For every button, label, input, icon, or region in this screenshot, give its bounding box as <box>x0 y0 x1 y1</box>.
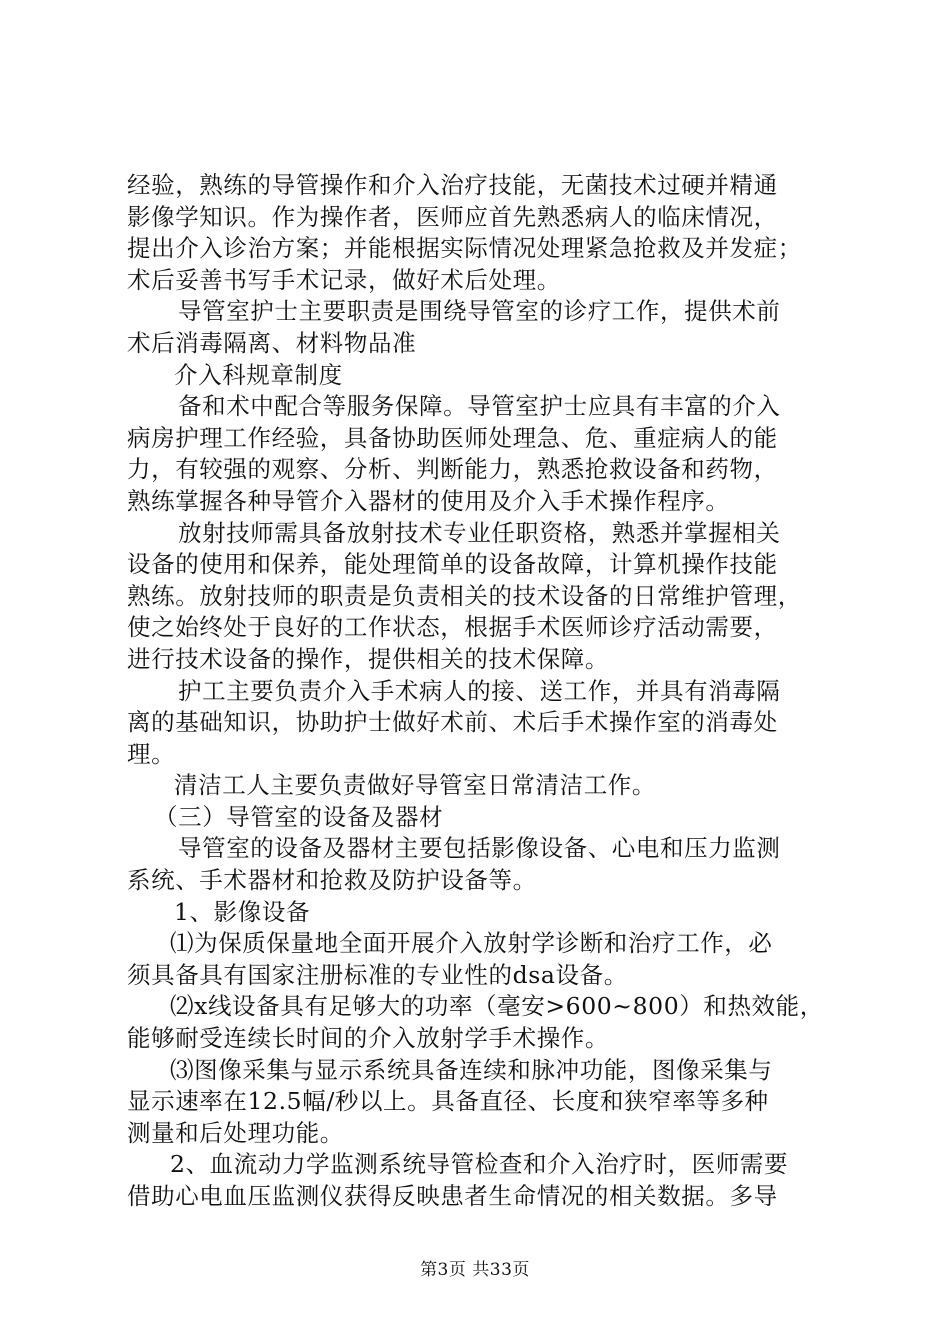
text-line: ⑶图像采集与显示系统具备连续和脉冲功能，图像采集与 <box>170 1055 773 1084</box>
text-line: 影像学知识。作为操作者，医师应首先熟悉病人的临床情况， <box>127 202 778 231</box>
text-line: 能够耐受连续长时间的介入放射学手术操作。 <box>127 1024 609 1053</box>
text-line: ⑵x线设备具有足够大的功率（毫安>600~800）和热效能， <box>170 992 824 1021</box>
text-line: 熟练掌握各种导管介入器材的使用及介入手术操作程序。 <box>127 486 730 515</box>
text-line: 清洁工人主要负责做好导管室日常清洁工作。 <box>174 771 656 800</box>
text-line: 经验，熟练的导管操作和介入治疗技能，无菌技术过硬并精通 <box>127 171 778 199</box>
text-line: 设备的使用和保养，能处理简单的设备故障，计算机操作技能 <box>127 550 778 579</box>
text-line: 系统、手术器材和抢救及防护设备等。 <box>127 866 537 895</box>
text-line: ⑴为保质保量地全面开展介入放射学诊断和治疗工作，必 <box>170 929 773 958</box>
text-line: 放射技师需具备放射技术专业任职资格，熟悉并掌握相关 <box>178 518 781 547</box>
text-line: 护工主要负责介入手术病人的接、送工作，并具有消毒隔 <box>178 676 781 705</box>
text-line: 病房护理工作经验，具备协助医师处理急、危、重症病人的能 <box>127 423 778 452</box>
text-line: （三）导管室的设备及器材 <box>154 802 444 831</box>
text-line: 术后妥善书写手术记录，做好术后处理。 <box>127 265 561 294</box>
text-line: 1、影像设备 <box>174 897 311 926</box>
text-line: 导管室的设备及器材主要包括影像设备、心电和压力监测 <box>178 834 781 863</box>
text-line: 提出介入诊治方案；并能根据实际情况处理紧急抢救及并发症； <box>127 234 802 263</box>
text-line: 2、血流动力学监测系统导管检查和介入治疗时，医师需要 <box>170 1150 789 1179</box>
text-line: 备和术中配合等服务保障。导管室护士应具有丰富的介入 <box>178 392 781 421</box>
document-body <box>127 170 837 1213</box>
text-line: 进行技术设备的操作，提供相关的技术保障。 <box>127 644 609 673</box>
text-line: 使之始终处于良好的工作状态，根据手术医师诊疗活动需要， <box>127 613 778 642</box>
text-line: 离的基础知识，协助护士做好术前、术后手术操作室的消毒处 <box>127 708 778 737</box>
text-line: 须具备具有国家注册标准的专业性的dsa设备。 <box>127 960 628 989</box>
text-line: 术后消毒隔离、材料物品准 <box>127 328 417 357</box>
page-footer: 第3页 共33页 <box>420 1260 530 1280</box>
text-line: 介入科规章制度 <box>174 360 343 389</box>
text-line: 导管室护士主要职责是围绕导管室的诊疗工作，提供术前 <box>178 297 781 326</box>
text-line: 熟练。放射技师的职责是负责相关的技术设备的日常维护管理， <box>127 581 802 610</box>
text-line: 测量和后处理功能。 <box>127 1118 344 1147</box>
text-line: 力，有较强的观察、分析、判断能力，熟悉抢救设备和药物， <box>127 455 778 484</box>
text-line: 理。 <box>127 739 176 768</box>
text-line: 借助心电血压监测仪获得反映患者生命情况的相关数据。多导 <box>127 1182 778 1210</box>
text-line: 显示速率在12.5幅/秒以上。具备直径、长度和狭窄率等多种 <box>127 1087 769 1116</box>
